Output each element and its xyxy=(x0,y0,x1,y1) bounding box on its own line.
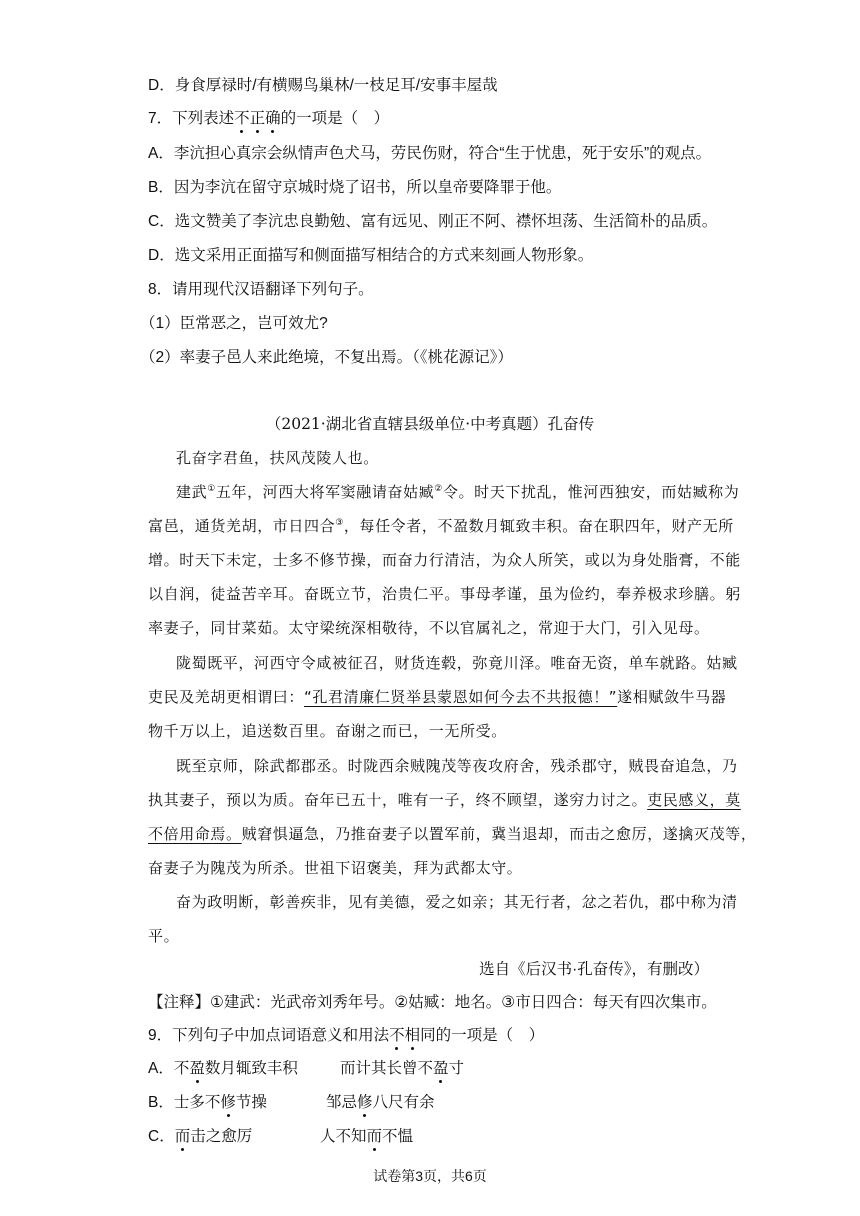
emphasis-dot-char: 而 xyxy=(367,1124,383,1146)
footnote-marker: ② xyxy=(434,484,443,494)
option-c-text: 击之愈厉 xyxy=(190,1128,253,1145)
question-9-option-c-compare xyxy=(320,1124,413,1146)
option-c-text: C． xyxy=(148,1128,175,1145)
passage-paragraph-5-line-1: 奋为政明断，彰善疾非，见有美德，爱之如亲；其无行者，忿之若仇，郡中称为清 xyxy=(176,893,738,911)
question-7-stem xyxy=(148,106,389,128)
passage-paragraph-2-line-1 xyxy=(176,481,739,502)
compare-text: 寸 xyxy=(448,1060,465,1077)
passage-paragraph-4-line-2 xyxy=(148,789,741,810)
passage-paragraph-4-line-3 xyxy=(148,823,756,844)
footnote-marker: ③ xyxy=(335,518,344,528)
footnote-marker: ① xyxy=(207,484,216,494)
page-footer: 试卷第3页，共6页 xyxy=(373,1168,487,1184)
option-b-text: B．士多不 xyxy=(148,1094,221,1111)
compare-text: 人不知 xyxy=(320,1128,367,1145)
question-9-stem xyxy=(148,1023,544,1045)
passage-paragraph-2-line-4: 以自润，徒益苦辛耳。奋既立节，治贵仁平。事母孝谨，虽为俭约，奉养极求珍膳。躬 xyxy=(148,585,741,603)
emphasis-dot-char: 不 xyxy=(389,1023,405,1045)
emphasis-dot-char: 修 xyxy=(357,1090,373,1112)
underlined-sentence: 不倍用命焉。 xyxy=(148,825,242,843)
text-span: ，每任令者，不盈数月辄致丰积。奋在职四年，财产无所 xyxy=(343,517,734,535)
compare-text: 而计其长曾不 xyxy=(340,1060,434,1077)
question-9-option-a-compare xyxy=(340,1056,464,1078)
q7-stem-post: 的一项是（ ） xyxy=(280,110,390,127)
text-span: 遂相赋敛牛马器 xyxy=(617,688,727,706)
emphasis-dot-char: 不 xyxy=(234,106,250,128)
question-6-option-d: D．身食厚禄时/有横赐鸟巢林/一枝足耳/安事丰屋哉 xyxy=(148,77,498,94)
question-9-option-b-compare xyxy=(326,1090,435,1112)
underlined-sentence: 吏民感义，莫 xyxy=(647,791,741,809)
option-b-text: 节操 xyxy=(235,1094,267,1111)
text-span: 令。时天下扰乱，惟河西独安，而姑臧称为 xyxy=(442,483,740,501)
annotation-notes: 【注释】①建武：光武帝刘秀年号。②姑臧：地名。③市日四合：每天有四次集市。 xyxy=(148,994,717,1011)
passage-paragraph-4-line-4: 奋妻子为隗茂为所杀。世祖下诏褒美，拜为武都太守。 xyxy=(148,859,523,877)
passage-title: （2021·湖北省直辖县级单位·中考真题）孔奋传 xyxy=(265,415,595,433)
passage-paragraph-4-line-1: 既至京师，除武都郡丞。时陇西余贼隗茂等夜攻府舍，残杀郡守，贼畏奋追急，乃 xyxy=(176,757,738,775)
passage-paragraph-3-line-2 xyxy=(148,686,726,707)
question-9-option-a xyxy=(148,1056,298,1078)
passage-source: 选自《后汉书·孔奋传》，有删改） xyxy=(479,961,709,978)
option-a-text: 数月辄致丰积 xyxy=(204,1060,298,1077)
question-9-option-c xyxy=(148,1124,252,1146)
text-span: 执其妻子，预以为质。奋年已五十，唯有一子，终不顾望，遂穷力讨之。 xyxy=(148,791,648,809)
q9-stem-post: 同的一项是（ ） xyxy=(420,1027,545,1044)
emphasis-dot-char: 确 xyxy=(265,106,281,128)
option-a-text: A．不 xyxy=(148,1060,190,1077)
question-8-item-2: （2）率妻子邑人来此绝境，不复出焉。（《桃花源记》） xyxy=(140,349,513,366)
q7-stem-pre: 7．下列表述 xyxy=(148,110,235,127)
passage-paragraph-5-line-2: 平。 xyxy=(148,927,180,945)
passage-paragraph-2-line-2 xyxy=(148,515,734,536)
passage-paragraph-2-line-5: 率妻子，同甘菜茹。太守梁统深相敬待，不以官属礼之，常迎于大门，引入见母。 xyxy=(148,619,710,637)
question-8-stem: 8．请用现代汉语翻译下列句子。 xyxy=(148,281,374,298)
question-8-item-1: （1）臣常恶之，岂可效尤? xyxy=(140,315,328,332)
passage-paragraph-2-line-3: 增。时天下未定，士多不修节操，而奋力行清洁，为众人所笑，或以为身处脂膏，不能 xyxy=(148,551,741,569)
underlined-sentence: “孔君清廉仁贤举县蒙恩如何今去不共报德！” xyxy=(304,688,618,706)
compare-text: 八尺有余 xyxy=(372,1094,435,1111)
question-7-option-d: D．选文采用正面描写和侧面描写相结合的方式来刻画人物形象。 xyxy=(148,247,594,264)
emphasis-dot-char: 修 xyxy=(220,1090,236,1112)
passage-paragraph-1: 孔奋字君鱼，扶风茂陵人也。 xyxy=(176,449,379,467)
emphasis-dot-char: 正 xyxy=(250,106,266,128)
passage-paragraph-3-line-1: 陇蜀既平，河西守令咸被征召，财货连毂，弥竟川泽。唯奋无资，单车就路。姑臧 xyxy=(176,654,738,672)
text-span: 吏民及羌胡更相谓曰： xyxy=(148,688,305,706)
question-7-option-c: C．选文赞美了李沆忠良勤勉、富有远见、刚正不阿、襟怀坦荡、生活简朴的品质。 xyxy=(148,213,718,230)
compare-text: 不愠 xyxy=(382,1128,414,1145)
emphasis-dot-char: 盈 xyxy=(433,1056,449,1078)
text-span: 富邑，通货羌胡，市日四合 xyxy=(148,517,336,535)
emphasis-dot-char: 而 xyxy=(175,1124,191,1146)
emphasis-dot-char: 相 xyxy=(405,1023,421,1045)
passage-paragraph-3-line-3: 物千万以上，追送数百里。奋谢之而已，一无所受。 xyxy=(148,722,507,740)
question-9-option-b xyxy=(148,1090,267,1112)
text-span: 五年，河西大将军窦融请奋姑臧 xyxy=(215,483,435,501)
question-7-option-b: B．因为李沆在留守京城时烧了诏书，所以皇帝要降罪于他。 xyxy=(148,179,562,196)
q9-stem-pre: 9．下列句子中加点词语意义和用法 xyxy=(148,1027,390,1044)
text-span: 建武 xyxy=(176,483,208,501)
question-7-option-a: A．李沆担心真宗会纵情声色犬马，劳民伤财，符合“生于忧患，死于安乐”的观点。 xyxy=(148,145,712,162)
emphasis-dot-char: 盈 xyxy=(189,1056,205,1078)
compare-text: 邹忌 xyxy=(326,1094,358,1111)
text-span: 贼窘惧逼急，乃推奋妻子以置军前，冀当退却，而击之愈厉，遂擒灭茂等， xyxy=(241,825,757,843)
